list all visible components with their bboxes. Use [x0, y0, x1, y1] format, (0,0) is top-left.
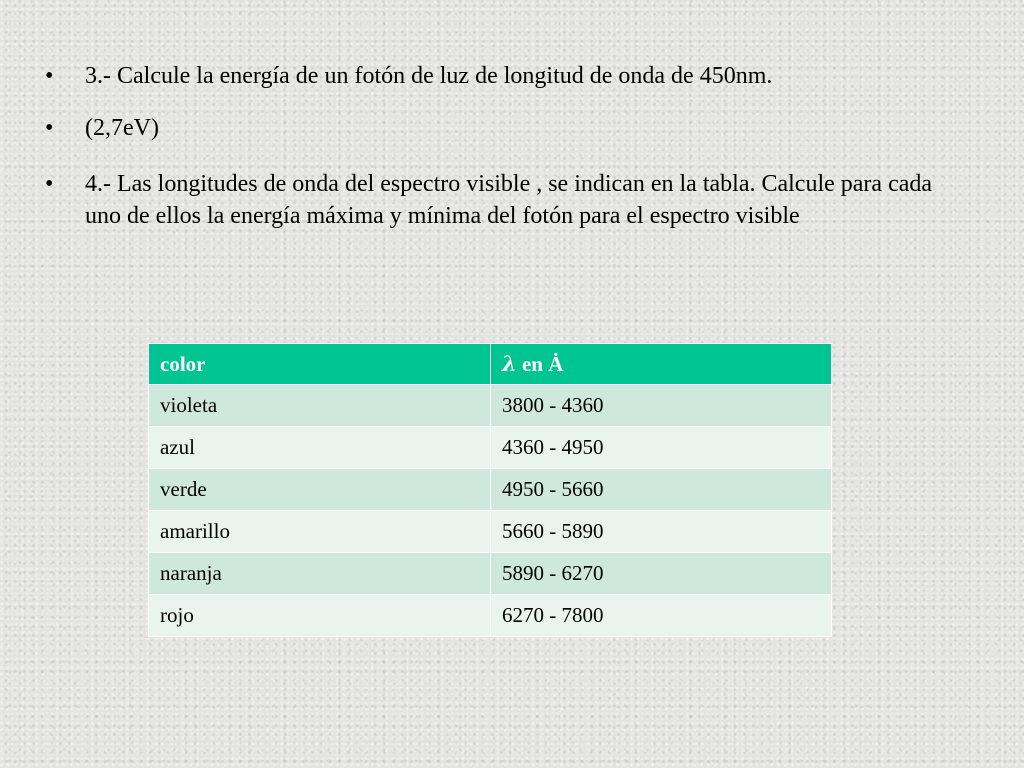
cell-color: azul: [149, 427, 491, 469]
bullet-answer-3: [45, 112, 945, 144]
cell-color: rojo: [149, 595, 491, 637]
cell-range: 4360 - 4950: [491, 427, 832, 469]
cell-range: 5660 - 5890: [491, 511, 832, 553]
wavelength-table-container: [148, 343, 832, 636]
wavelength-table: [148, 343, 832, 637]
header-wavelength: [491, 344, 832, 385]
bullet-marker: •: [45, 171, 54, 197]
table-row: [149, 511, 832, 553]
bullet-text: (2,7eV): [85, 115, 159, 141]
bullet-text: 4.- Las longitudes de onda del espectro visible , se indican en la tabla. Calcule para cada uno de ellos la energía máxima y mínima del fotón para el espectro visible: [85, 171, 933, 229]
cell-color: verde: [149, 469, 491, 511]
lambda-symbol: λ: [502, 351, 517, 376]
cell-color: naranja: [149, 553, 491, 595]
cell-range: 3800 - 4360: [491, 385, 832, 427]
cell-range: 4950 - 5660: [491, 469, 832, 511]
bullet-text: 3.- Calcule la energía de un fotón de luz de longitud de onda de 450nm.: [85, 63, 773, 89]
bullet-list: [45, 60, 945, 254]
header-wavelength-unit: en Ȧ: [516, 352, 564, 376]
table-row: [149, 595, 832, 637]
header-color: color: [149, 344, 491, 385]
cell-color: amarillo: [149, 511, 491, 553]
table-row: [149, 469, 832, 511]
table-header-row: [149, 344, 832, 385]
cell-range: 5890 - 6270: [491, 553, 832, 595]
cell-color: violeta: [149, 385, 491, 427]
bullet-question-4: [45, 168, 945, 232]
bullet-question-3: [45, 60, 945, 92]
bullet-marker: •: [45, 63, 54, 89]
bullet-marker: •: [45, 115, 54, 141]
table-row: [149, 553, 832, 595]
table-row: [149, 427, 832, 469]
cell-range: 6270 - 7800: [491, 595, 832, 637]
table-row: [149, 385, 832, 427]
